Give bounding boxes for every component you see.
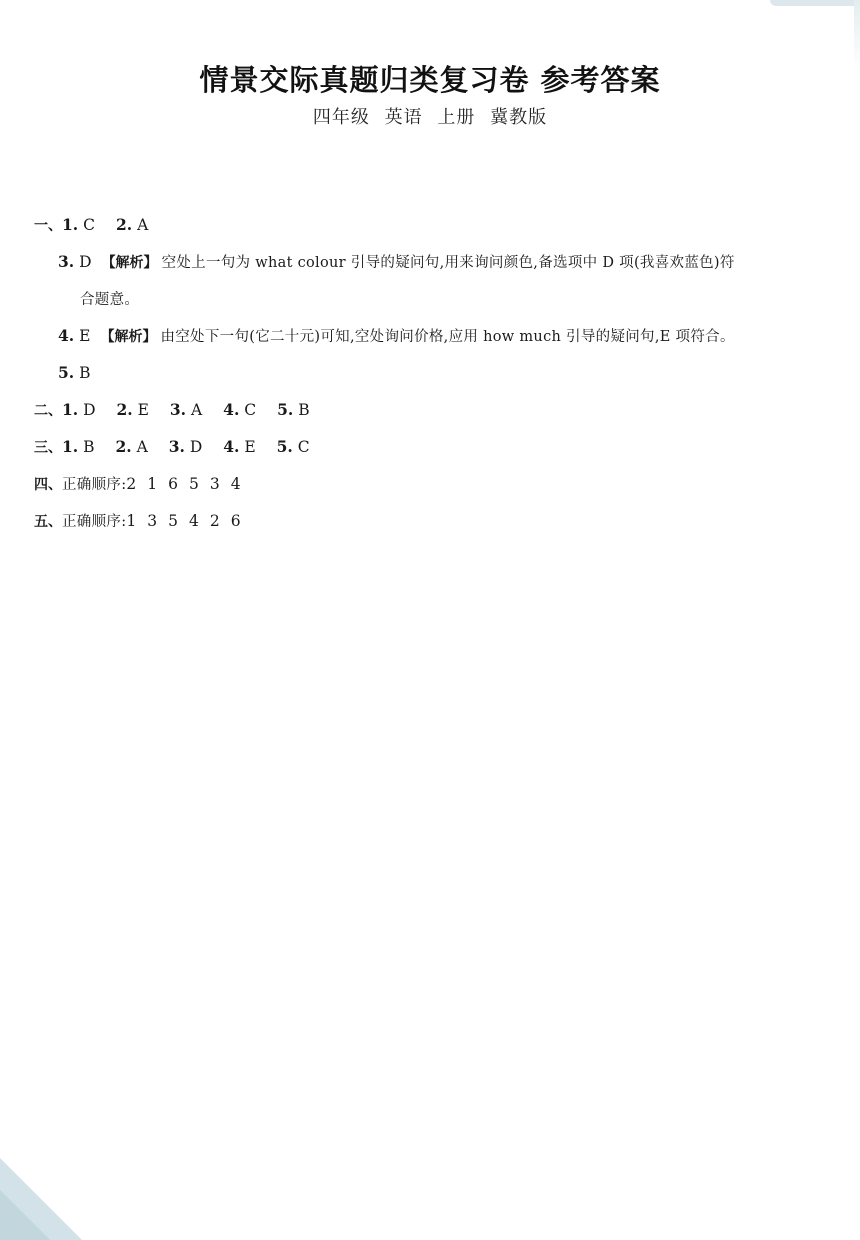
- question-number: 1.: [62, 215, 79, 234]
- answer-value: A: [136, 438, 148, 456]
- order-item: 1: [126, 512, 137, 530]
- section-3-line: [34, 434, 834, 471]
- answer-value: B: [83, 438, 95, 456]
- analysis-text: 由空处下一句(它二十元)可知,空处询问价格,应用 how much 引导的疑问句,E 项符合。: [160, 329, 735, 345]
- page-corner-decoration-bottom: [0, 1150, 90, 1240]
- order-prefix: 正确顺序:: [62, 514, 127, 530]
- analysis-text: 合题意。: [80, 292, 140, 308]
- answer-value: D: [79, 253, 92, 271]
- answer-value: E: [137, 401, 149, 419]
- section-1-q5: [34, 360, 834, 397]
- page-subtitle: [0, 103, 860, 129]
- section-1-q3: [34, 249, 834, 286]
- order-item: 6: [168, 475, 179, 493]
- section-2-line: [34, 397, 834, 434]
- answer-value: C: [83, 216, 95, 234]
- analysis-tag: 【解析】: [100, 329, 157, 345]
- answer-value: C: [297, 438, 310, 456]
- section-1-q3-continued: [34, 286, 834, 323]
- order-item: 1: [147, 475, 158, 493]
- order-item: 3: [147, 512, 158, 530]
- answer-value: A: [137, 216, 149, 234]
- order-item: 3: [209, 475, 220, 493]
- question-number: 3.: [168, 437, 185, 456]
- question-number: 4.: [223, 437, 240, 456]
- question-number: 2.: [115, 215, 133, 234]
- question-number: 2.: [115, 437, 132, 456]
- order-item: 4: [189, 512, 199, 530]
- answer-value: B: [298, 401, 310, 419]
- order-item: 4: [230, 475, 241, 493]
- answer-value: A: [191, 401, 203, 419]
- question-number: 2.: [116, 400, 133, 419]
- order-prefix: 正确顺序:: [62, 477, 127, 493]
- question-number: 4.: [223, 400, 240, 419]
- subtitle-grade: 四年级: [312, 107, 370, 128]
- answer-value: E: [244, 438, 256, 456]
- answer-value: C: [244, 401, 257, 419]
- section-1-q4: [34, 323, 834, 360]
- answer-list: [34, 212, 834, 545]
- section-1-label: 一、: [34, 218, 62, 234]
- order-item: 5: [168, 512, 179, 530]
- order-item: 2: [209, 512, 220, 530]
- question-number: 5.: [277, 400, 294, 419]
- question-number: 3.: [169, 400, 187, 419]
- section-5-label: 五、: [34, 514, 62, 530]
- question-number: 4.: [58, 326, 75, 345]
- question-number: 5.: [276, 437, 293, 456]
- section-5-line: [34, 508, 834, 545]
- order-item: 6: [230, 512, 241, 530]
- order-item: 5: [189, 475, 199, 493]
- answer-value: B: [79, 364, 91, 382]
- section-4-line: [34, 471, 834, 508]
- question-number: 1.: [62, 400, 79, 419]
- corner-band: [770, 0, 860, 6]
- section-2-label: 二、: [34, 403, 62, 419]
- answer-value: E: [79, 327, 91, 345]
- order-item: 2: [126, 475, 137, 493]
- section-4-label: 四、: [34, 477, 62, 493]
- section-3-label: 三、: [34, 440, 62, 456]
- analysis-text: 空处上一句为 what colour 引导的疑问句,用来询问颜色,备选项中 D 项(我喜欢蓝色)符: [161, 255, 735, 271]
- order-values: [126, 475, 251, 493]
- section-1-line-1: [34, 212, 834, 249]
- question-number: 5.: [58, 363, 75, 382]
- question-number: 1.: [62, 437, 79, 456]
- subtitle-subject: 英语: [384, 107, 423, 128]
- order-values: [126, 512, 251, 530]
- answer-value: D: [83, 401, 96, 419]
- analysis-tag: 【解析】: [101, 255, 158, 271]
- subtitle-volume: 上册: [437, 107, 476, 128]
- subtitle-edition: 冀教版: [490, 107, 548, 128]
- answer-value: D: [189, 438, 203, 456]
- page-title: 情景交际真题归类复习卷 参考答案: [199, 63, 661, 97]
- question-number: 3.: [58, 252, 75, 271]
